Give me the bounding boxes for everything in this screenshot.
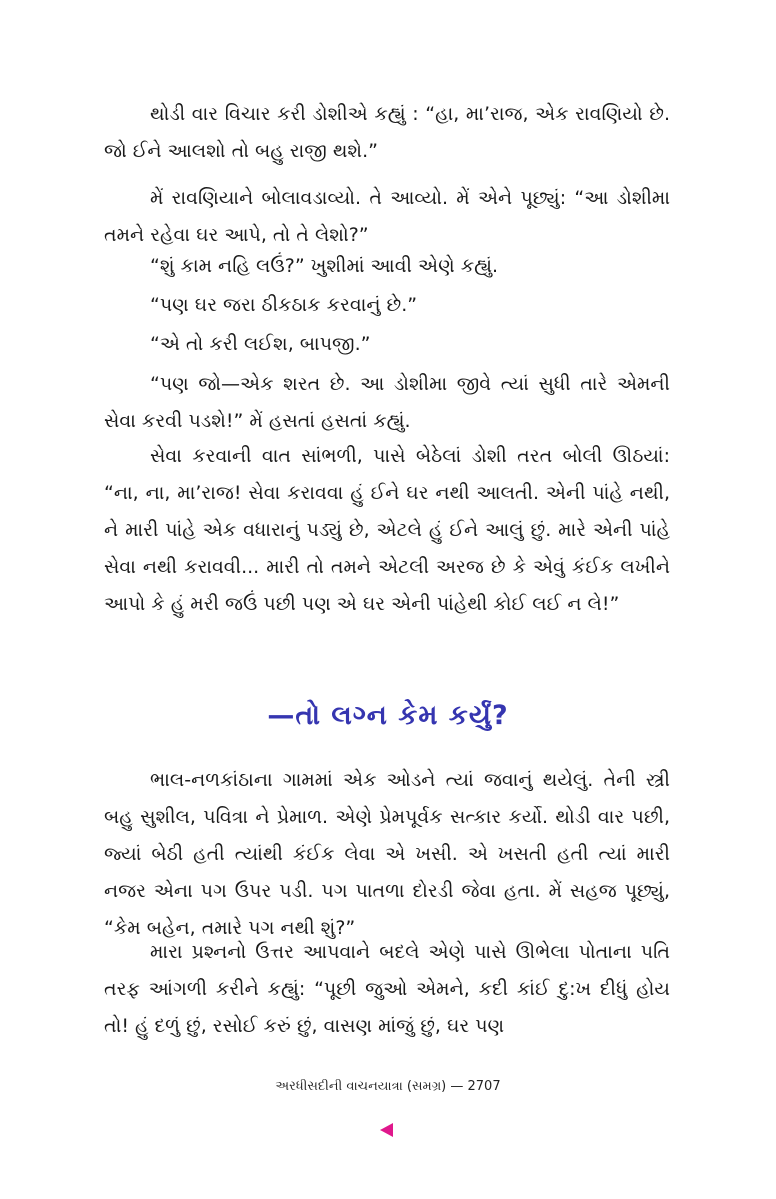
section-paragraph-1: ભાલ-નળકાંઠાના ગામમાં એક ઓડને ત્યાં જવાનું થયેલું. તેની સ્ત્રી બહુ સુશીલ, પવિત્રા ને પ્રેમાળ. એણે પ્રેમપૂર્વક સત્કાર કર્યો. થોડી વાર પછી, જ્યાં બેઠી હતી ત્યાંથી કંઈક લેવા એ ખસી. એ ખસતી હતી ત્યાં મારી નજર એના પગ ઉપર પડી. પગ પાતળા દોરડી જેવા હતા. મેં સહજ પૂછ્યું, “કેમ બહેન, તમારે પગ નથી શું?” (104, 769, 670, 939)
paragraph-5: “એ તો કરી લઈશ, બાપજી.” (150, 333, 371, 355)
paragraph-3: “શું કામ નહિ લઉં?” ખુશીમાં આવી એણે કહ્યું. (150, 255, 499, 277)
triangle-left-icon[interactable] (380, 1123, 393, 1137)
page-footer: અરધીસદીની વાચનયાત્રા (સમગ્ર) — 2707 (275, 1079, 501, 1094)
paragraph-6: “પણ જો—એક શરત છે. આ ડોશીમા જીવે ત્યાં સુધી તારે એમની સેવા કરવી પડશે!” મેં હસતાં હસતાં કહ્યું. (104, 373, 670, 432)
paragraph-1: થોડી વાર વિચાર કરી ડોશીએ કહ્યું : “હા, મા’રાજ, એક રાવણિયો છે. જો ઈને આલશો તો બહુ રાજી થશે.” (104, 103, 670, 162)
paragraph-2: મેં રાવણિયાને બોલાવડાવ્યો. તે આવ્યો. મેં એને પૂછ્યું: “આ ડોશીમા તમને રહેવા ઘર આપે, તો તે લેશો?” (104, 187, 670, 246)
paragraph-7: સેવા કરવાની વાત સાંભળી, પાસે બેઠેલાં ડોશી તરત બોલી ઊઠયાં: “ના, ના, મા’રાજ! સેવા કરાવવા હું ઈને ઘર નથી આલતી. એની પાંહે નથી, ને મારી પાંહે એક વધારાનું પડ્યું છે, એટલે હું ઈને આલું છું. મારે એની પાંહે સેવા નથી કરાવવી... મારી તો તમને એટલી અરજ છે કે એવું કંઈક લખીને આપો કે હું મરી જઉં પછી પણ એ ઘર એની પાંહેથી કોઈ લઈ ન લે!” (104, 445, 670, 615)
section-title: —તો લગ્ન કેમ કર્યું? (267, 700, 509, 731)
paragraph-4: “પણ ઘર જરા ઠીકઠાક કરવાનું છે.” (150, 294, 418, 316)
section-paragraph-2: મારા પ્રશ્નનો ઉત્તર આપવાને બદલે એણે પાસે ઊભેલા પોતાના પતિ તરફ આંગળી કરીને કહ્યું: “પૂછી જુઓ એમને, કદી કાંઈ દુ:ખ દીધું હોય તો! હું દળું છું, રસોઈ કરું છું, વાસણ માંજું છું, ઘર પણ (104, 941, 670, 1037)
